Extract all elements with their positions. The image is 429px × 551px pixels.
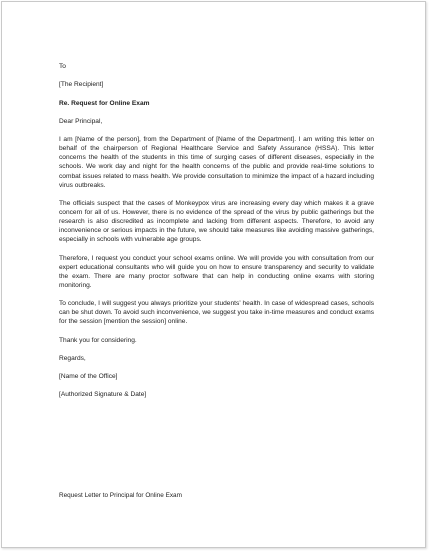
letter-paragraph-4: To conclude, I will suggest you always prioritize your students’ health. In case of widespread cases, schools can be shut down. To avoid such inconvenience, we suggest you take in-time measures and conduct exams for the session [mention the session] online. bbox=[59, 300, 374, 326]
letter-paragraph-1: I am [Name of the person], from the Department of [Name of the Department]. I am writing this letter on behalf of the chairperson of Regional Healthcare Service and Safety Assurance (HSSA). This letter concerns the health of the students in this time of surging cases of different diseases, especially in the schools. We work day and night for the health concerns of the public and provide real-time solutions to combat issues related to mass health. We provide consultation to minimize the impact of a hazard including virus outbreaks. bbox=[59, 136, 374, 189]
letter-to: To bbox=[59, 63, 66, 70]
letter-regards: Regards, bbox=[59, 354, 86, 362]
letter-office: [Name of the Office] bbox=[59, 373, 118, 381]
letter-signature: [Authorized Signature & Date] bbox=[59, 391, 147, 399]
document-page bbox=[1, 1, 426, 548]
page-footer-caption: Request Letter to Principal for Online Exam bbox=[59, 492, 182, 499]
letter-salutation: Dear Principal, bbox=[59, 117, 103, 125]
letter-recipient: [The Recipient] bbox=[59, 81, 104, 89]
letter-body bbox=[59, 62, 374, 409]
letter-paragraph-2: The officials suspect that the cases of Monkeypox virus are increasing every day which makes it a grave concern for all of us. However, there is no evidence of the spread of the virus by public gatherings but the research is also discredited as incomplete and lacking from different aspects. Therefore, to avoid any inconvenience or serious impacts in the future, we should take measures like avoiding massive gatherings, especially in schools with vulnerable age groups. bbox=[59, 199, 374, 244]
letter-paragraph-3: Therefore, I request you conduct your school exams online. We will provide you with consultation from our expert educational consultants who will guide you on how to ensure transparency and security to validate the exam. There are many proctor software that can help in conducting online exams with storing monitoring. bbox=[59, 254, 374, 289]
letter-thanks: Thank you for considering. bbox=[59, 336, 137, 344]
letter-subject: Re. Request for Online Exam bbox=[59, 99, 150, 107]
